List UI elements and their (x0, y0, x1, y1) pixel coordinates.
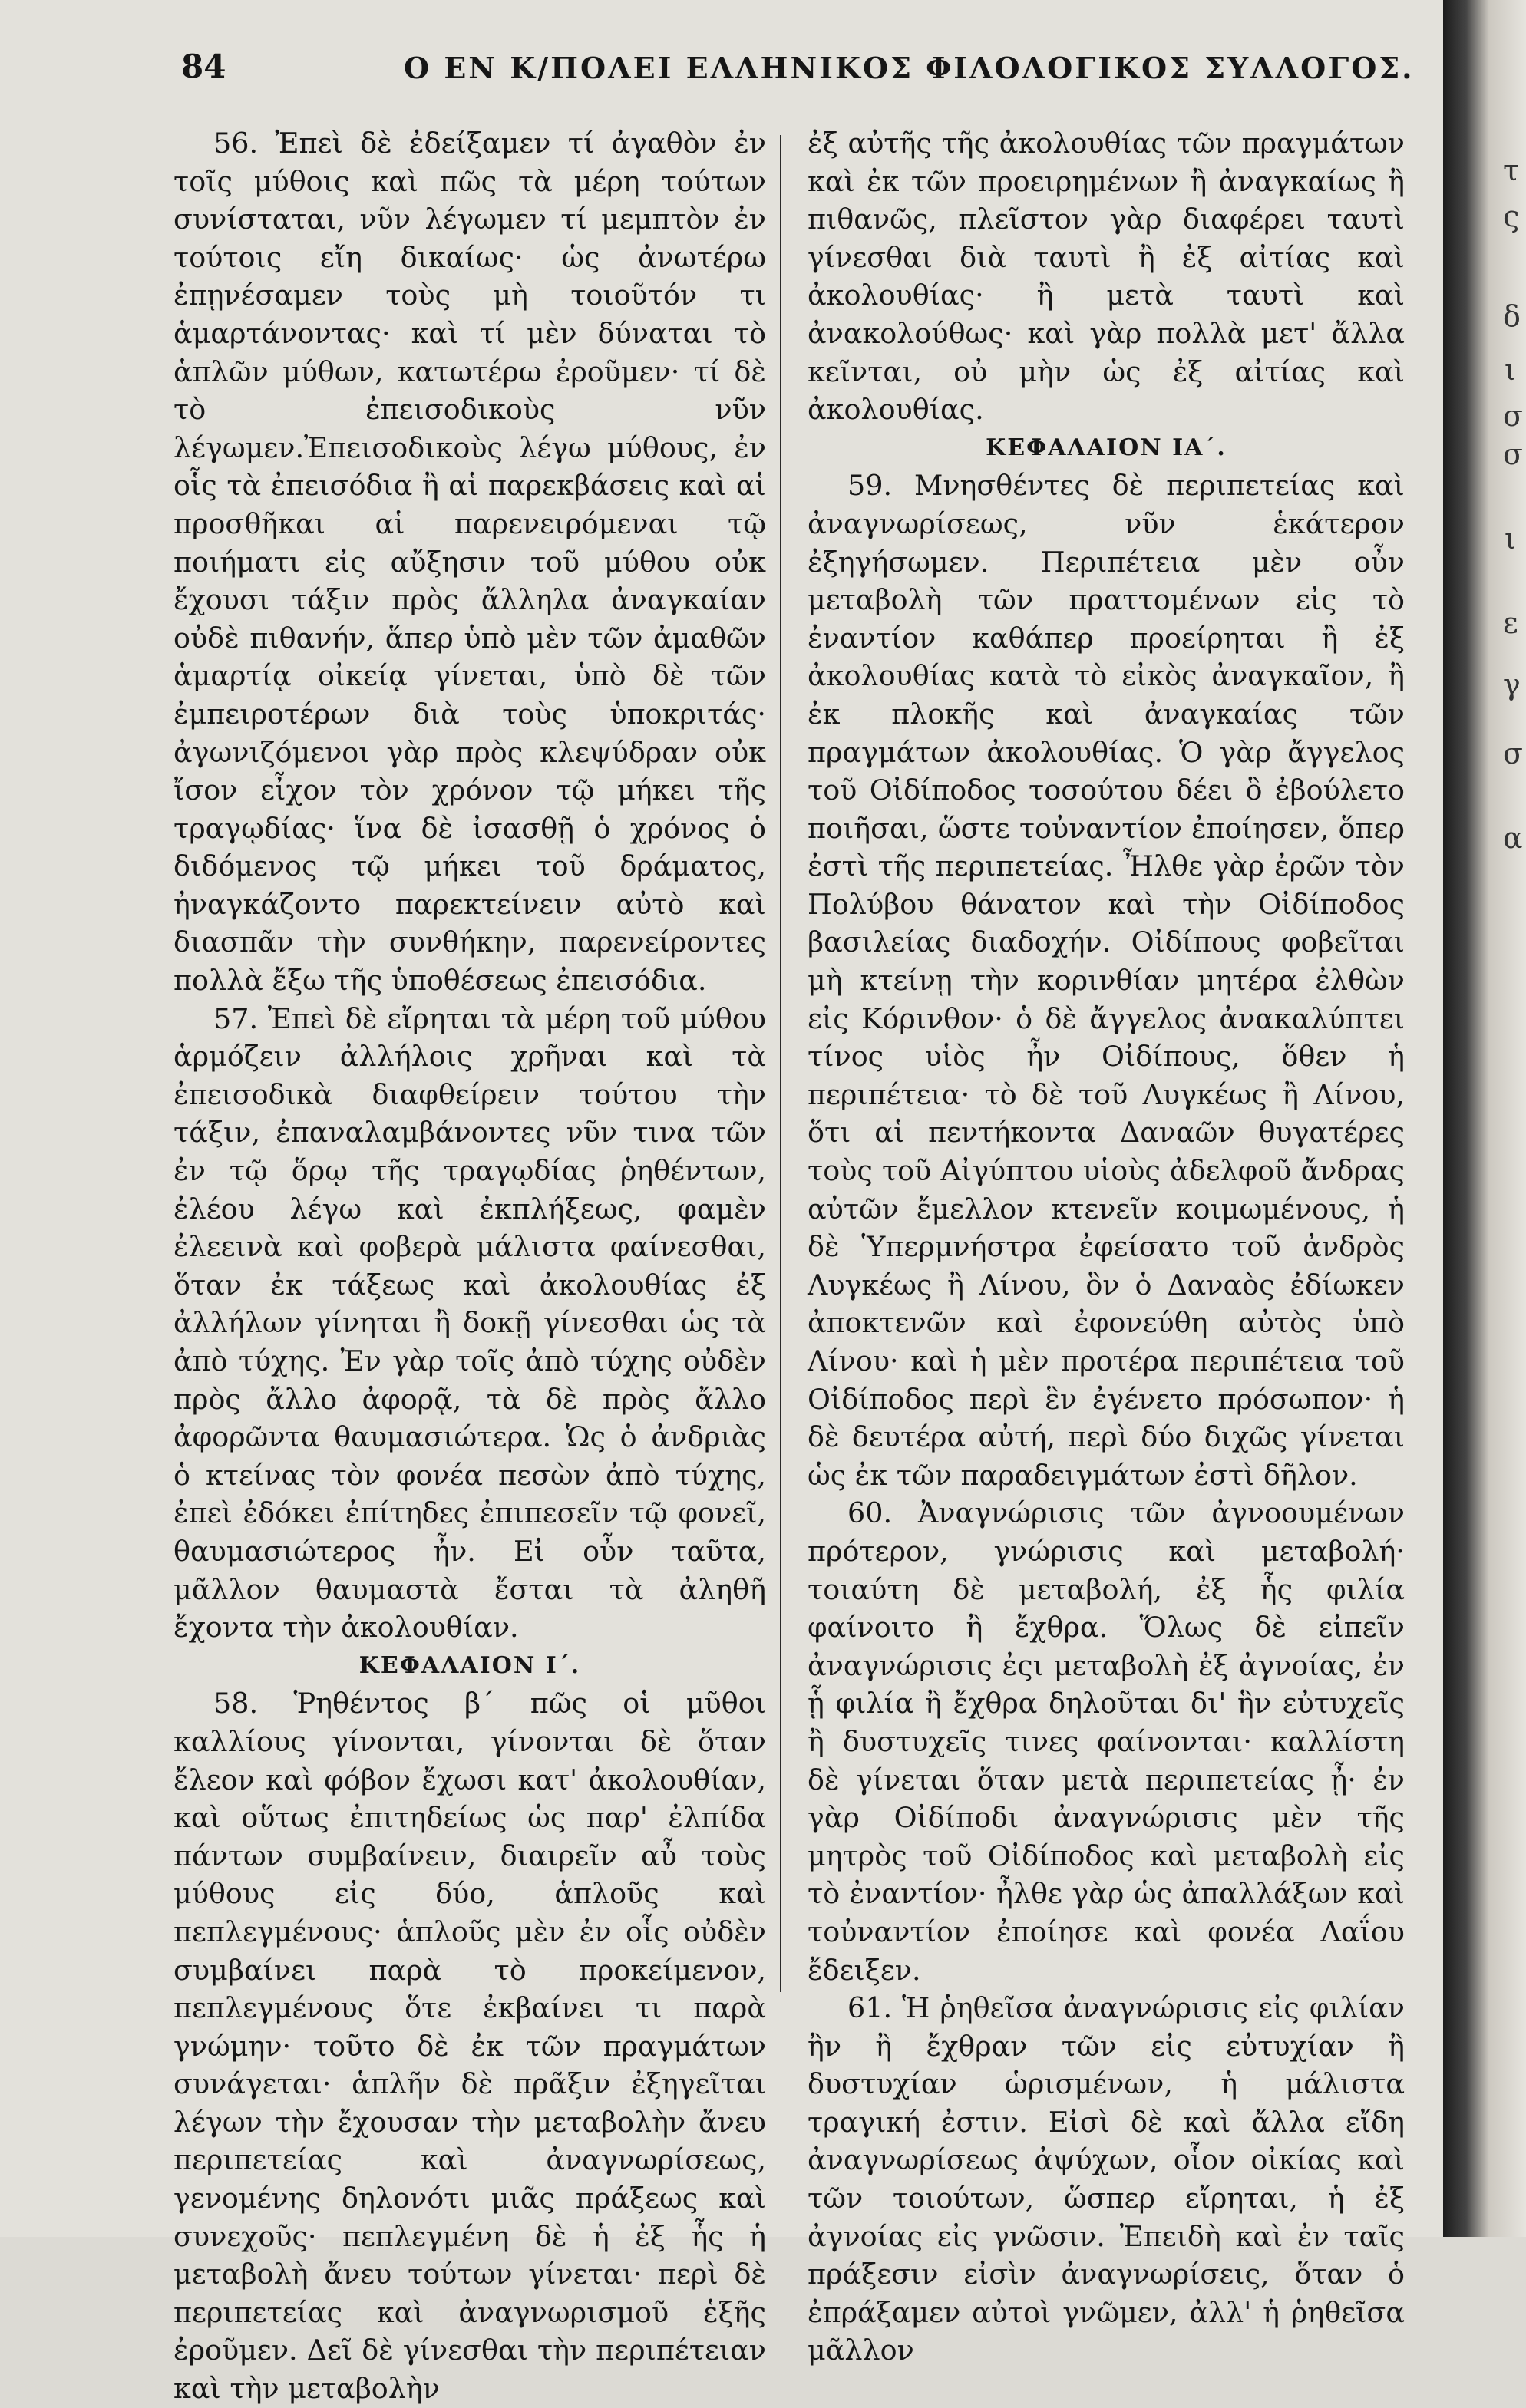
edge-glyph: γ (1503, 668, 1521, 701)
edge-glyph: α (1503, 821, 1523, 855)
paragraph-58-continued: ἐξ αὐτῆς τῆς ἀκολουθίας τῶν πραγμάτων καὶ ἐκ τῶν προειρημένων ἢ ἀναγκαίως ἢ πιθανῶς, πλεῖστον γὰρ διαφέρει ταυτὶ γίνεσθαι διὰ ταυτὶ ἢ ἐξ αἰτίας καὶ ἀκολουθίας· ἢ μετὰ ταυτὶ καὶ ἀνακολούθως· καὶ γὰρ πολλὰ μετ' ἄλλα κεῖνται, οὐ μὴν ὡς ἐξ αἰτίας καὶ ἀκολουθίας. (808, 127, 1405, 427)
edge-glyph: σ (1503, 399, 1523, 433)
paragraph-60: 60. Ἀναγνώρισις τῶν ἀγνοουμένων πρότερον, γνώρισις καὶ μεταβολή· τοιαύτη δὲ μεταβολή, ἐξ ἧς φιλία φαίνοιτο ἢ ἔχθρα. Ὅλως δὲ εἰπεῖν ἀναγνώρισις ἐςι μεταβολὴ ἐξ ἀγνοίας, ἐν ᾗ φιλία ἢ ἔχθρα δηλοῦται δι' ἣν εὐτυχεῖς ἢ δυστυχεῖς τινες φαίνονται· καλλίστη δὲ γίνεται ὅταν μετὰ περιπετείας ᾖ· ἐν γὰρ Οἰδίποδι ἀναγνώρισις μὲν τῆς μητρὸς τοῦ Οἰδίποδος καὶ μεταβολὴ εἰς τὸ ἐναντίον· ἦλθε γὰρ ὡς ἀπαλλάξων καὶ τοὐναντίον ἐποίησε καὶ φονέα Λαΐου ἔδειξεν. (808, 1496, 1405, 1987)
edge-glyph: ς (1503, 200, 1520, 233)
paragraph-58: 58. Ῥηθέντος β΄ πῶς οἱ μῦθοι καλλίους γίνονται, γίνονται δὲ ὅταν ἔλεον καὶ φόβον ἔχωσι κατ' ἀκολουθίαν, καὶ οὕτως ἐπιτηδείως ὡς παρ' ἐλπίδα πάντων συμβαίνειν, διαιρεῖν αὖ τοὺς μύθους εἰς δύο, ἁπλοῦς καὶ πεπλεγμένους· ἁπλοῦς μὲν ἐν οἷς οὐδὲν συμβαίνει παρὰ τὸ προκείμενον, πεπλεγμένους ὅτε ἐκβαίνει τι παρὰ γνώμην· τοῦτο δὲ ἐκ τῶν πραγμάτων συνάγεται· ἁπλῆν δὲ πρᾶξιν ἐξηγεῖται λέγων τὴν ἔχουσαν τὴν μεταβολὴν ἄνευ περιπετείας καὶ ἀναγνωρίσεως, γενομένης δηλονότι μιᾶς πράξεως καὶ συνεχοῦς· πεπλεγμένη δὲ ἡ ἐξ ἧς ἡ μεταβολὴ ἄνευ τούτων γίνεται· περὶ δὲ περιπετείας καὶ ἀναγνωρισμοῦ ἑξῆς ἐροῦμεν. Δεῖ δὲ γίνεσθαι τὴν περιπέτειαν καὶ τὴν μεταβολὴν (173, 1687, 766, 2406)
paragraph-61: 61. Ἡ ῥηθεῖσα ἀναγνώρισις εἰς φιλίαν ἢν ἢ ἔχθραν τῶν εἰς εὐτυχίαν ἢ δυστυχίαν ὡρισμένων, ἡ μάλιστα τραγική ἐστιν. Εἰσὶ δὲ καὶ ἄλλα εἴδη ἀναγνωρίσεως ἀψύχων, οἷον οἰκίας καὶ τῶν τοιούτων, ὥσπερ εἴρηται, ἡ ἐξ ἀγνοίας εἰς γνῶσιν. Ἐπειδὴ καὶ ἐν ταῖς πράξεσιν εἰσὶν ἀναγνωρίσεις, ὅταν ὁ ἐπράξαμεν αὐτοὶ γνῶμεν, ἀλλ' ἡ ῥηθεῖσα μᾶλλον (808, 1991, 1405, 2367)
chapter-heading-11: ΚΕΦΑΛΑΙΟΝ ΙΑ΄. (986, 434, 1227, 461)
chapter-heading-10: ΚΕΦΑΛΑΙΟΝ Ι΄. (358, 1651, 581, 1679)
paragraph-56: 56. Ἐπεὶ δὲ ἐδείξαμεν τί ἀγαθὸν ἐν τοῖς μύθοις καὶ πῶς τὰ μέρη τούτων συνίσταται, νῦν λέγωμεν τί μεμπτὸν ἐν τούτοις εἴη δικαίως· ὡς ἀνωτέρω ἐπῃνέσαμεν τοὺς μὴ τοιοῦτόν τι ἁμαρτάνοντας· καὶ τί μὲν δύναται τὸ ἁπλῶν μύθων, κατωτέρω ἐροῦμεν· τί δὲ τὸ ἐπεισοδικοὺς νῦν λέγωμεν.Ἐπεισοδικοὺς λέγω μύθους, ἐν οἷς τὰ ἐπεισόδια ἢ αἱ παρεκβάσεις καὶ αἱ προσθῆκαι αἱ παρενειρόμεναι τῷ ποιήματι εἰς αὔξησιν τοῦ μύθου οὐκ ἔχουσι τάξιν πρὸς ἄλληλα ἀναγκαίαν οὐδὲ πιθανήν, ἅπερ ὑπὸ μὲν τῶν ἀμαθῶν ἁμαρτίᾳ οἰκείᾳ γίνεται, ὑπὸ δὲ τῶν ἐμπειροτέρων διὰ τοὺς ὑποκριτάς· ἀγωνιζόμενοι γὰρ πρὸς κλεψύδραν οὐκ ἴσον εἶχον τὸν χρόνον τῷ μήκει τῆς τραγῳδίας· ἵνα δὲ ἰσασθῇ ὁ χρόνος ὁ διδόμενος τῷ μήκει τοῦ δράματος, ἠναγκάζοντο παρεκτείνειν αὐτὸ καὶ διασπᾶν τὴν συνθήκην, παρενείροντες πολλὰ ἔξω τῆς ὑποθέσεως ἐπεισόδια. (173, 127, 766, 998)
paragraph-57: 57. Ἐπεὶ δὲ εἴρηται τὰ μέρη τοῦ μύθου ἁρμόζειν ἀλλήλοις χρῆναι καὶ τὰ ἐπεισοδικὰ διαφθείρειν τούτου τὴν τάξιν, ἐπαναλαμβάνοντες νῦν τινα τῶν ἐν τῷ ὅρῳ τῆς τραγῳδίας ῥηθέντων, ἐλέου λέγω καὶ ἐκπλήξεως, φαμὲν ἐλεεινὰ καὶ φοβερὰ μάλιστα φαίνεσθαι, ὅταν ἐκ τάξεως καὶ ἀκολουθίας ἐξ ἀλλήλων γίνηται ἢ δοκῇ γίνεσθαι ὡς τὰ ἀπὸ τύχης. Ἐν γὰρ τοῖς ἀπὸ τύχης οὐδὲν πρὸς ἄλλο ἀφορᾷ, τὰ δὲ πρὸς ἄλλο ἀφορῶντα θαυμασιώτερα. Ὡς ὁ ἀνδριὰς ὁ κτείνας τὸν φονέα πεσὼν ἀπὸ τύχης, ἐπεὶ ἐδόκει ἐπίτηδες ἐπιπεσεῖν τῷ φονεῖ, θαυμασιώτερος ἦν. Εἰ οὖν ταῦτα, μᾶλλον θαυμαστὰ ἔσται τὰ ἀληθῆ ἔχοντα τὴν ἀκολουθίαν. (173, 1001, 766, 1644)
right-column (808, 124, 1405, 2370)
left-column (173, 124, 766, 2408)
edge-glyph: ι (1505, 522, 1516, 556)
page-header (181, 48, 1415, 94)
edge-glyph: σ (1503, 437, 1523, 471)
running-head: Ο ΕΝ Κ/ΠΟΛΕΙ ΕΛΛΗΝΙΚΟΣ ΦΙΛΟΛΟΓΙΚΟΣ ΣΥΛΛΟΓΟΣ. (404, 51, 1415, 85)
edge-glyph: ι (1505, 353, 1516, 387)
column-divider (780, 135, 781, 1992)
edge-glyph: ε (1503, 606, 1518, 640)
edge-glyph: σ (1503, 737, 1523, 770)
edge-glyph: τ (1503, 153, 1520, 187)
edge-glyph: δ (1503, 299, 1521, 333)
page-number: 84 (181, 48, 226, 85)
facing-page-edge (1443, 0, 1526, 2237)
paragraph-59: 59. Μνησθέντες δὲ περιπετείας καὶ ἀναγνωρίσεως, νῦν ἑκάτερον ἐξηγήσωμεν. Περιπέτεια μὲν οὖν μεταβολὴ τῶν πραττομένων εἰς τὸ ἐναντίον καθάπερ προείρηται ἢ ἐξ ἀκολουθίας κατὰ τὸ εἰκὸς ἀναγκαῖον, ἢ ἐκ πλοκῆς καὶ ἀναγκαίας τῶν πραγμάτων ἀκολουθίας. Ὁ γὰρ ἄγγελος τοῦ Οἰδίποδος τοσούτου δέει ὃ ἐβούλετο ποιῆσαι, ὥστε τοὐναντίον ἐποίησεν, ὅπερ ἐστὶ τῆς περιπετείας. Ἦλθε γὰρ ἐρῶν τὸν Πολύβου θάνατον καὶ τὴν Οἰδίποδος βασιλείας διαδοχήν. Οἰδίπους φοβεῖται μὴ κτείνῃ τὴν κορινθίαν μητέρα ἐλθὼν εἰς Κόρινθον· ὁ δὲ ἄγγελος ἀνακαλύπτει τίνος υἱὸς ἦν Οἰδίπους, ὅθεν ἡ περιπέτεια· τὸ δὲ τοῦ Λυγκέως ἢ Λίνου, ὅτι αἱ πεντήκοντα Δαναῶν θυγατέρες τοὺς τοῦ Αἰγύπτου υἱοὺς ἀδελφοῦ ἄνδρας αὐτῶν ἔμελλον κτενεῖν κοιμωμένους, ἡ δὲ Ὑπερμνήστρα ἐφείσατο τοῦ ἀνδρὸς Λυγκέως ἢ Λίνου, ὃν ὁ Δαναὸς ἐδίωκεν ἀποκτενῶν καὶ ἐφονεύθη αὐτὸς ὑπὸ Λίνου· καὶ ἡ μὲν προτέρα περιπέτεια τοῦ Οἰδίποδος περὶ ἓν ἐγένετο πρόσωπον· ἡ δὲ δευτέρα αὐτή, περὶ δύο διχῶς γίνεται ὡς ἐκ τῶν παραδειγμάτων ἐστὶ δῆλον. (808, 469, 1405, 1492)
